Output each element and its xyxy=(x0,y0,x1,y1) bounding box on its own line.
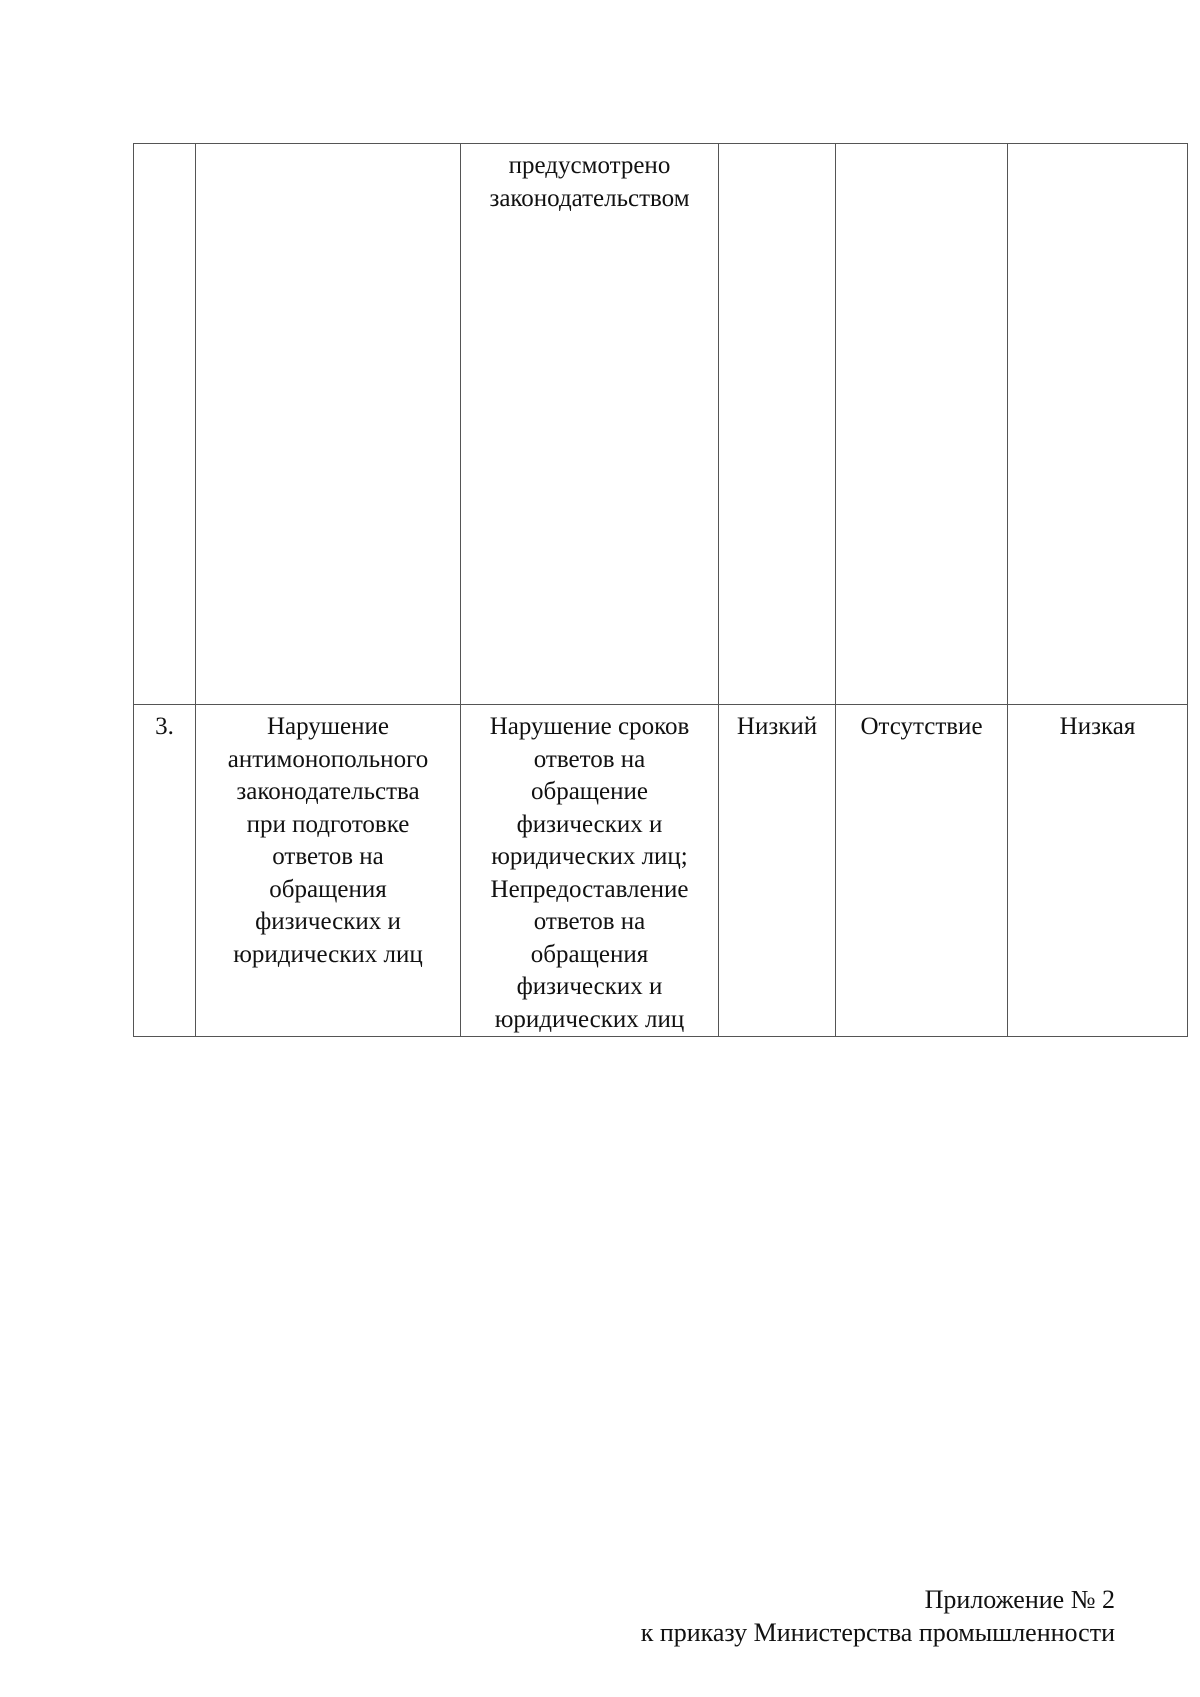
cell-measure-continued xyxy=(836,144,1008,705)
cell-measure xyxy=(836,705,1008,1037)
risk-line: законодательства xyxy=(236,778,420,805)
risk-line: антимонопольного xyxy=(227,745,429,773)
cell-probability-continued xyxy=(1008,144,1188,705)
description-line: юридических лиц xyxy=(494,1005,685,1033)
cell-description-continued xyxy=(461,144,719,705)
cell-number-continued xyxy=(134,144,196,705)
risk-probability: Низкая xyxy=(1059,713,1136,740)
description-line: обращение xyxy=(530,778,649,805)
description-line: ответов на xyxy=(533,745,646,773)
cell-probability xyxy=(1008,705,1188,1037)
cell-level-continued xyxy=(719,144,836,705)
risk-table xyxy=(133,143,1188,1037)
description-line: физических и xyxy=(516,973,663,1000)
risk-line: обращения xyxy=(269,875,387,903)
appendix-title: Приложение № 2 xyxy=(924,1585,1115,1614)
risk-line: физических и xyxy=(255,908,401,935)
risk-line: юридических лиц xyxy=(233,940,423,968)
description-line: физических и xyxy=(516,810,663,838)
description-line: Непредоставление xyxy=(490,875,689,903)
description-line: обращения xyxy=(530,940,649,968)
description-line: предусмотрено xyxy=(508,152,671,179)
row-number: 3. xyxy=(155,713,174,740)
risk-line: Нарушение xyxy=(266,713,390,740)
table-row-3 xyxy=(134,705,1188,1037)
cell-risk-continued xyxy=(196,144,461,705)
risk-level: Низкий xyxy=(736,713,818,740)
table-row-continued xyxy=(134,144,1188,705)
cell-number xyxy=(134,705,196,1037)
risk-line: при подготовке xyxy=(246,810,410,838)
appendix-header xyxy=(641,1583,1115,1649)
description-line: ответов на xyxy=(533,908,646,935)
description-line: Нарушение сроков xyxy=(489,713,690,740)
appendix-reference: к приказу Министерства промышленности xyxy=(640,1618,1115,1647)
description-line: юридических лиц; xyxy=(491,843,688,870)
risk-measure: Отсутствие xyxy=(860,713,983,740)
description-line: законодательством xyxy=(489,184,690,212)
cell-level xyxy=(719,705,836,1037)
risk-line: ответов на xyxy=(272,843,384,870)
cell-risk xyxy=(196,705,461,1037)
cell-description xyxy=(461,705,719,1037)
